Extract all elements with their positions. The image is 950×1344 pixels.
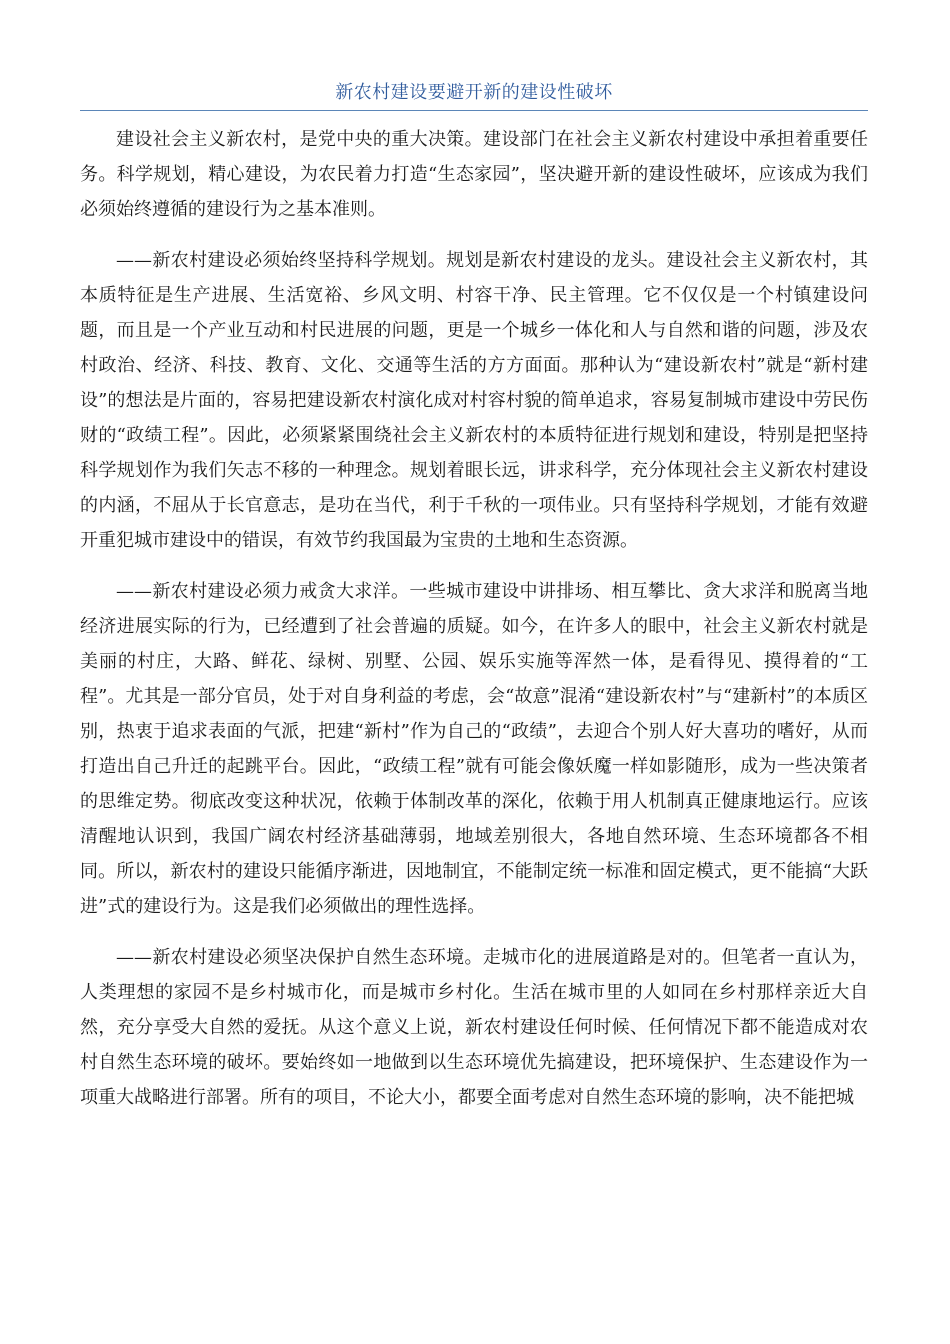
paragraph-protect-environment: ——新农村建设必须坚决保护自然生态环境。走城市化的进展道路是对的。但笔者一直认为，人类理想的家园不是乡村城市化，而是城市乡村化。生活在城市里的人如同在乡村那样亲近大自然，充分享受大自然的爱抚。从这个意义上说，新农村建设任何时候、任何情况下都不能造成对农村自然生态环境的破坏。要始终如一地做到以生态环境优先搞建设，把环境保护、生态建设作为一项重大战略进行部署。所有的项目，不论大小，都要全面考虑对自然生态环境的影响，决不能把城 [80,947,868,1108]
paragraph-avoid-extravagance: ——新农村建设必须力戒贪大求洋。一些城市建设中讲排场、相互攀比、贪大求洋和脱离当地经济进展实际的行为，已经遭到了社会普遍的质疑。如今，在许多人的眼中，社会主义新农村就是美丽的村庄，大路、鲜花、绿树、别墅、公园、娱乐实施等浑然一体，是看得见、摸得着的“工程”。尤其是一部分官员，处于对自身利益的考虑，会“故意”混淆“建设新农村”与“建新村”的本质区别，热衷于追求表面的气派，把建“新村”作为自己的“政绩”，去迎合个别人好大喜功的嗜好，从而打造出自己升迁的起跳平台。因此，“政绩工程”就有可能会像妖魔一样如影随形，成为一些决策者的思维定势。彻底改变这种状况，依赖于体制改革的深化，依赖于用人机制真正健康地运行。应该清醒地认识到，我国广阔农村经济基础薄弱，地域差别很大，各地自然环境、生态环境都各不相同。所以，新农村的建设只能循序渐进，因地制宜，不能制定统一标准和固定模式，更不能搞“大跃进”式的建设行为。这是我们必须做出的理性选择。 [80,581,868,917]
paragraph-intro: 建设社会主义新农村，是党中央的重大决策。建设部门在社会主义新农村建设中承担着重要任务。科学规划，精心建设，为农民着力打造“生态家园”，坚决避开新的建设性破坏，应该成为我们必须始终遵循的建设行为之基本准则。 [80,129,868,220]
document-body [80,122,868,1131]
document-header [80,80,868,111]
document-title: 新农村建设要避开新的建设性破坏 [335,82,613,103]
paragraph-scientific-planning: ——新农村建设必须始终坚持科学规划。规划是新农村建设的龙头。建设社会主义新农村，其本质特征是生产进展、生活宽裕、乡风文明、村容干净、民主管理。它不仅仅是一个村镇建设问题，而且是一个产业互动和村民进展的问题，更是一个城乡一体化和人与自然和谐的问题，涉及农村政治、经济、科技、教育、文化、交通等生活的方方面面。那种认为“建设新农村”就是“新村建设”的想法是片面的，容易把建设新农村演化成对村容村貌的简单追求，容易复制城市建设中劳民伤财的“政绩工程”。因此，必须紧紧围绕社会主义新农村的本质特征进行规划和建设，特别是把坚持科学规划作为我们矢志不移的一种理念。规划着眼长远，讲求科学，充分体现社会主义新农村建设的内涵，不屈从于长官意志，是功在当代，利于千秋的一项伟业。只有坚持科学规划，才能有效避开重犯城市建设中的错误，有效节约我国最为宝贵的土地和生态资源。 [80,250,868,551]
